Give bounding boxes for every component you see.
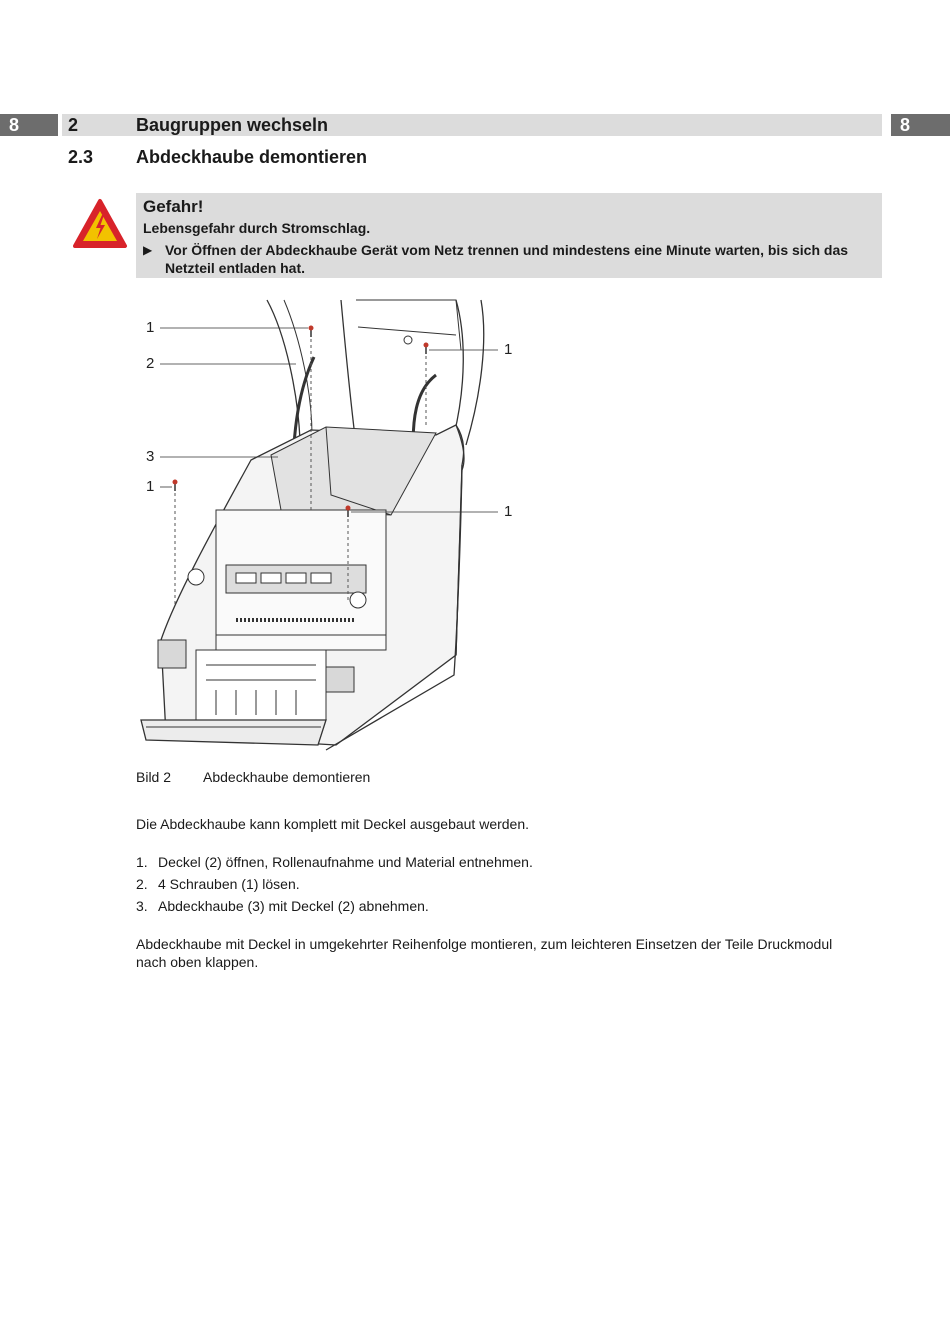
chapter-number: 2 [68, 115, 79, 135]
chapter-title: Baugruppen wechseln [136, 115, 329, 135]
step-text: Abdeckhaube (3) mit Deckel (2) abnehmen. [158, 898, 429, 914]
step-number: 1. [136, 854, 148, 870]
step-number: 3. [136, 898, 148, 914]
callout-screw-top-left: 1 [146, 319, 155, 336]
callout-cover: 2 [146, 355, 155, 372]
danger-title: Gefahr! [143, 197, 204, 216]
figure-caption-text: Abdeckhaube demontieren [203, 769, 371, 785]
step-text: 4 Schrauben (1) lösen. [158, 876, 300, 892]
figure-caption-label: Bild 2 [136, 769, 172, 785]
danger-instruction: Vor Öffnen der Abdeckhaube Gerät vom Netz trennen und mindestens eine Minute warten, bis sich das Netzteil entladen hat. [165, 242, 849, 276]
outro-paragraph: Abdeckhaube mit Deckel in umgekehrter Reihenfolge montieren, zum leichteren Einsetzen der Teile Druckmodul nach oben klappen. [136, 936, 833, 970]
callout-screw-left: 1 [146, 478, 155, 495]
danger-subtitle: Lebensgefahr durch Stromschlag. [143, 220, 371, 236]
step-number: 2. [136, 876, 148, 892]
section-number: 2.3 [68, 147, 94, 167]
callout-screw-top-right: 1 [504, 341, 513, 358]
intro-paragraph: Die Abdeckhaube kann komplett mit Deckel ausgebaut werden. [136, 816, 530, 832]
callout-housing: 3 [146, 448, 155, 465]
printer-illustration [136, 295, 536, 760]
page-number-right: 8 [891, 114, 950, 136]
section-title: Abdeckhaube demontieren [136, 147, 368, 167]
page-number-left: 8 [0, 114, 58, 136]
danger-notice [136, 193, 882, 278]
electric-shock-warning-icon [72, 198, 128, 250]
step-text: Deckel (2) öffnen, Rollenaufnahme und Material entnehmen. [158, 854, 533, 870]
bullet-arrow-icon: ▶ [143, 243, 153, 257]
callout-screw-right: 1 [504, 503, 513, 520]
